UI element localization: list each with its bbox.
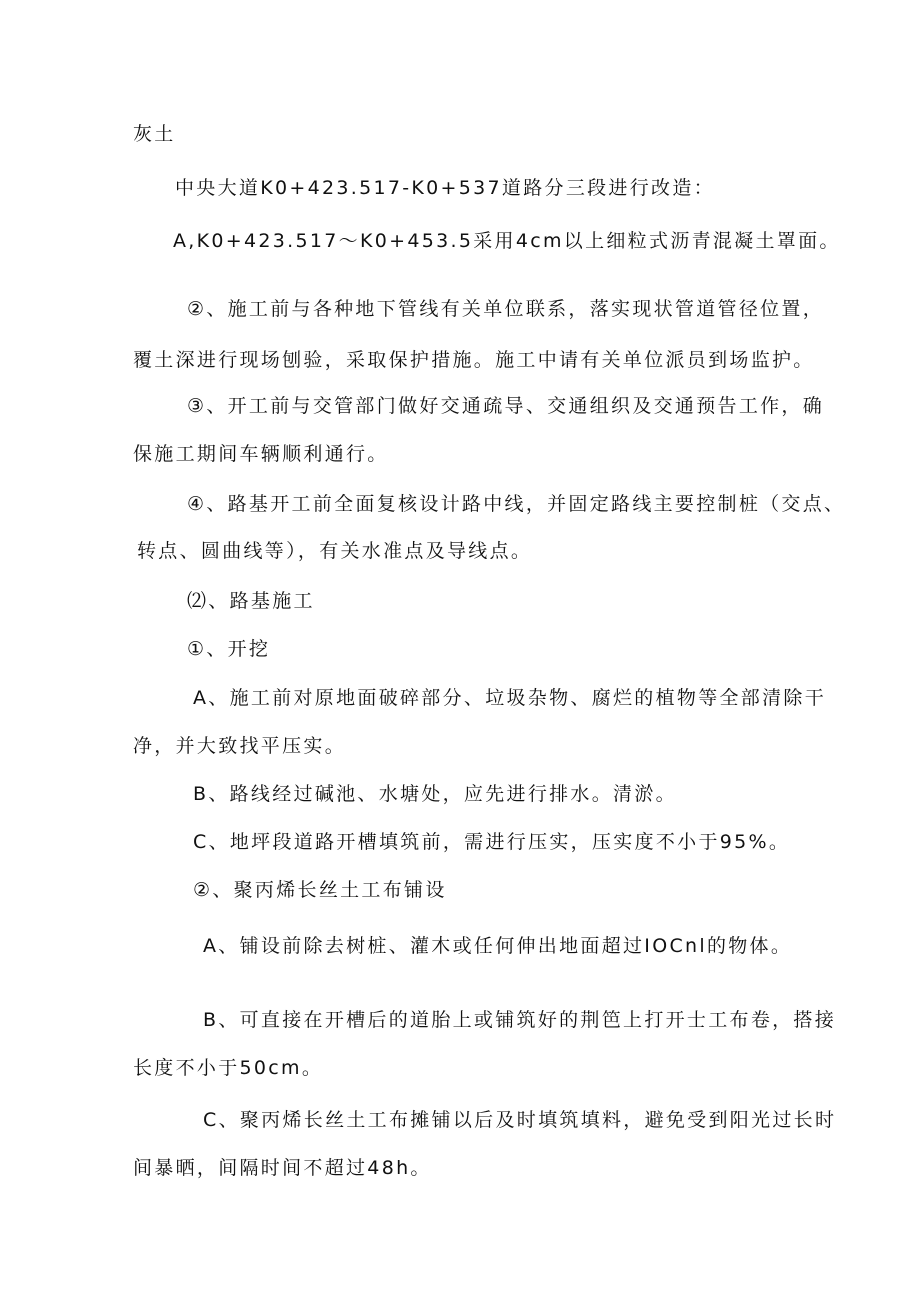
text-line-12: A、施工前对原地面破碎部分、垃圾杂物、腐烂的植物等全部清除干 bbox=[193, 687, 826, 709]
text-line-19: 长度不小于50cm。 bbox=[133, 1057, 324, 1079]
text-line-1: 灰土 bbox=[133, 123, 176, 145]
text-line-21: 间暴晒，间隔时间不超过48h。 bbox=[133, 1157, 432, 1179]
text-line-9: 转点、圆曲线等），有关水准点及导线点。 bbox=[137, 540, 533, 562]
text-line-17: A、铺设前除去树桩、灌木或任何伸出地面超过IOCnl的物体。 bbox=[203, 935, 793, 957]
text-line-10: ⑵、路基施工 bbox=[187, 590, 315, 612]
text-line-15: C、地坪段道路开槽填筑前，需进行压实，压实度不小于95%。 bbox=[193, 831, 791, 853]
text-line-13: 净，并大致找平压实。 bbox=[133, 735, 347, 757]
text-line-4: ②、施工前与各种地下管线有关单位联系，落实现状管道管径位置， bbox=[187, 298, 825, 320]
text-line-8: ④、路基开工前全面复核设计路中线，并固定路线主要控制桩（交点、 bbox=[187, 493, 846, 515]
text-line-6: ③、开工前与交管部门做好交通疏导、交通组织及交通预告工作，确 bbox=[187, 395, 825, 417]
text-line-16: ②、聚丙烯长丝土工布铺设 bbox=[193, 879, 447, 901]
text-line-5: 覆土深进行现场刨验，采取保护措施。施工中请有关单位派员到场监护。 bbox=[133, 349, 815, 371]
text-line-3: A,K0+423.517～K0+453.5采用4cm以上细粒式沥青混凝土罩面。 bbox=[173, 230, 841, 252]
text-line-2: 中央大道K0+423.517-K0+537道路分三段进行改造： bbox=[175, 177, 715, 199]
text-line-18: B、可直接在开槽后的道胎上或铺筑好的荆笆上打开士工布卷，搭接 bbox=[203, 1009, 837, 1031]
text-line-20: C、聚丙烯长丝土工布摊铺以后及时填筑填料，避免受到阳光过长时 bbox=[203, 1109, 837, 1131]
text-line-14: B、路线经过碱池、水塘处，应先进行排水。清淤。 bbox=[193, 783, 677, 805]
text-line-11: ①、开挖 bbox=[187, 638, 271, 660]
text-line-7: 保施工期间车辆顺利通行。 bbox=[133, 443, 389, 465]
